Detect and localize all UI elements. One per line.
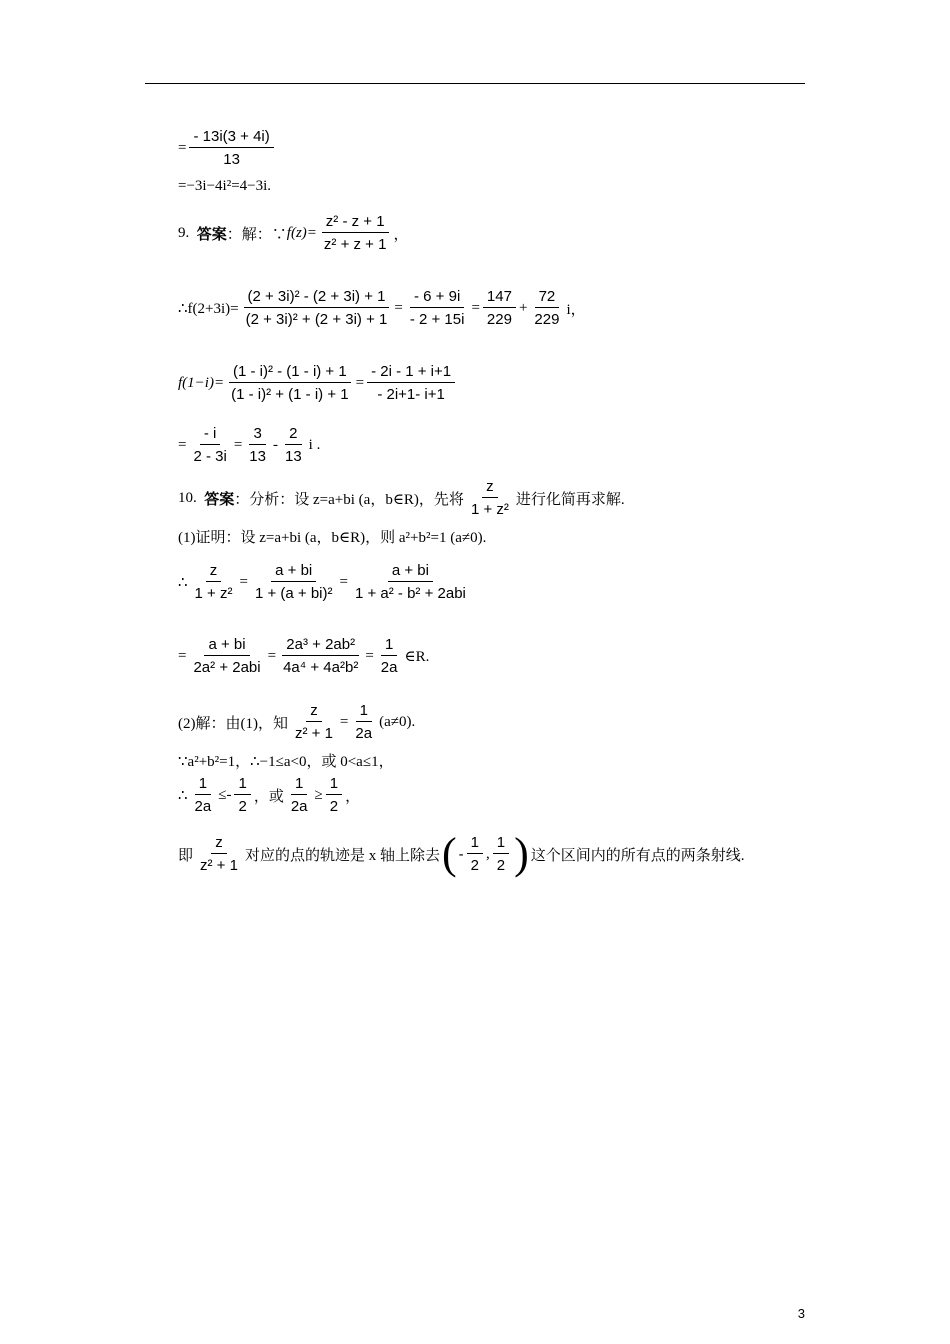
solution-text: ∵a²+b²=1，∴−1≤a<0，或 0<a≤1，: [178, 754, 394, 770]
denominator: 229: [534, 311, 560, 328]
numerator: 2a³ + 2ab²: [282, 636, 359, 656]
numerator: - 13i(3 + 4i): [189, 128, 273, 148]
denominator: z² + z + 1: [323, 236, 387, 253]
fraction-4: [326, 775, 342, 815]
fraction: [320, 213, 391, 253]
item-9-heading: [178, 213, 408, 253]
conclusion-line: [178, 829, 745, 878]
fraction-3: [287, 775, 312, 815]
numerator: z: [206, 562, 222, 582]
lead-text: 即: [178, 847, 194, 864]
therefore-sign: ∴: [178, 574, 188, 591]
lead-text: ∴f(2+3i)=: [178, 300, 239, 317]
fraction-2: [351, 702, 376, 742]
greater-equal-sign: ≥: [314, 786, 323, 803]
equation-line-10: [178, 636, 429, 676]
comma-sep: ,: [485, 845, 490, 862]
denominator: 2: [329, 798, 339, 815]
denominator: (2 + 3i)² + (2 + 3i) + 1: [245, 311, 388, 328]
numerator: 147: [483, 288, 516, 308]
fraction-2: [251, 562, 337, 602]
fraction-2: [245, 425, 270, 465]
denominator: 2 - 3i: [193, 448, 227, 465]
numerator: z: [211, 834, 227, 854]
denominator: 229: [486, 311, 512, 328]
numerator: 1: [381, 636, 397, 656]
denominator: 2a: [290, 798, 308, 815]
equals-sign: =: [178, 647, 187, 664]
header-rule: [145, 83, 805, 84]
denominator: 1 + (a + bi)²: [254, 585, 333, 602]
numerator: 72: [535, 288, 560, 308]
trailing-text: i .: [308, 436, 321, 453]
denominator: 2: [238, 798, 247, 815]
denominator: 2a: [194, 798, 212, 815]
numerator: 2: [285, 425, 301, 445]
lead-text: f(1−i)=: [178, 374, 225, 391]
fraction-3: [377, 636, 402, 676]
fraction-1: [189, 636, 264, 676]
or-text: ，或: [253, 788, 284, 805]
answer-label: 答案: [204, 491, 235, 508]
fraction-1: [242, 288, 392, 328]
denominator: 1 + z²: [470, 501, 509, 518]
denominator: 2a: [380, 659, 398, 676]
minus-sign: -: [458, 845, 464, 863]
fraction-2: [406, 288, 469, 328]
equals-sign: =: [365, 647, 374, 664]
equation-line-1: [178, 128, 277, 168]
numerator: a + bi: [204, 636, 249, 656]
numerator: - 6 + 9i: [410, 288, 464, 308]
fraction-3: [351, 562, 470, 602]
therefore-sign: ∴: [178, 787, 188, 804]
conclusion-tail: 这个区间内的所有点的两条射线.: [530, 847, 745, 864]
fraction: [467, 478, 513, 518]
equals-sign: =: [267, 647, 277, 664]
fraction-2: [279, 636, 362, 676]
equation-text: =−3i−4i²=4−3i.: [178, 178, 272, 194]
numerator: 1: [467, 834, 483, 854]
equation-line-6: [178, 425, 320, 465]
item-number: 10.: [178, 489, 197, 506]
numerator: 1: [356, 702, 372, 722]
numerator: z: [306, 702, 322, 722]
item-number: 9.: [178, 224, 190, 241]
conclusion-text: 对应的点的轨迹是 x 轴上除去: [244, 847, 440, 864]
fraction-3: [281, 425, 306, 465]
trailing-text: i，: [566, 301, 586, 318]
fraction-1: [191, 562, 237, 602]
denominator: z² + 1: [294, 725, 333, 742]
fraction: [189, 128, 273, 168]
numerator: (1 - i)² - (1 - i) + 1: [229, 363, 351, 383]
right-paren: ): [514, 829, 529, 878]
answer-label: 答案: [196, 226, 227, 243]
denominator: 13: [249, 448, 266, 465]
numerator: 3: [249, 425, 265, 445]
denominator: 13: [223, 151, 240, 168]
equals-sign: =: [471, 299, 480, 316]
solution-line-11: [178, 702, 415, 742]
fraction-1: [291, 702, 337, 742]
denominator: 4a⁴ + 4a²b²: [283, 659, 359, 676]
fraction-1: [227, 363, 353, 403]
equals-sign: =: [178, 139, 187, 156]
denominator: z² + 1: [200, 857, 238, 874]
numerator: a + bi: [271, 562, 316, 582]
numerator: 1: [493, 834, 509, 854]
solution-line-12: [178, 750, 394, 771]
fraction-2: [467, 834, 483, 874]
denominator: 1 + z²: [194, 585, 233, 602]
comma: ，: [393, 226, 409, 243]
denominator: 2: [496, 857, 506, 874]
fraction-2: [234, 775, 250, 815]
trailing-text: (a≠0).: [379, 713, 416, 730]
equals-sign: =: [339, 573, 348, 590]
numerator: (2 + 3i)² - (2 + 3i) + 1: [244, 288, 390, 308]
function-name: f(z)=: [286, 224, 317, 241]
equals-sign: =: [394, 299, 403, 316]
equation-line-9: [178, 562, 473, 602]
equals-sign: =: [339, 713, 349, 730]
solution-line-13: [178, 775, 360, 815]
equals-sign: =: [239, 573, 248, 590]
plus-sign: +: [518, 299, 528, 316]
denominator: (1 - i)² + (1 - i) + 1: [231, 386, 349, 403]
denominator: 13: [284, 448, 302, 465]
denominator: - 2i+1- i+1: [377, 386, 445, 403]
fraction-1: [191, 775, 216, 815]
numerator: 1: [326, 775, 342, 795]
equation-line-2: [178, 178, 271, 195]
numerator: 1: [291, 775, 307, 795]
equation-line-5: [178, 363, 458, 403]
equals-sign: =: [355, 374, 365, 391]
trailing-text: ，: [345, 788, 361, 805]
fraction-3: [483, 288, 516, 328]
proof-intro-line: [178, 526, 486, 547]
numerator: z² - z + 1: [322, 213, 389, 233]
denominator: 2a² + 2abi: [193, 659, 261, 676]
numerator: z: [482, 478, 498, 498]
fraction-1: [189, 425, 230, 465]
item-10-heading: [178, 478, 625, 518]
fraction-1: [196, 834, 242, 874]
trailing-text: ∈R.: [404, 648, 430, 665]
minus-sign: -: [272, 436, 278, 453]
analysis-text-2: 进行化简再求解.: [515, 491, 625, 508]
numerator: 1: [234, 775, 250, 795]
equation-line-4: [178, 288, 586, 328]
page-number: 3: [797, 1306, 805, 1321]
numerator: - 2i - 1 + i+1: [367, 363, 455, 383]
fraction-4: [530, 288, 563, 328]
analysis-text: ：分析：设 z=a+bi (a，b∈R)，先将: [234, 491, 464, 508]
fraction-2: [367, 363, 455, 403]
solution-intro: ：解：∵: [226, 226, 287, 243]
denominator: 2a: [355, 725, 373, 742]
less-equal-sign: ≤-: [218, 786, 232, 803]
numerator: - i: [200, 425, 221, 445]
numerator: a + bi: [388, 562, 433, 582]
numerator: 1: [195, 775, 211, 795]
denominator: - 2 + 15i: [409, 311, 465, 328]
fraction-3: [493, 834, 509, 874]
equals-sign: =: [233, 436, 243, 453]
left-paren: (: [441, 829, 457, 878]
proof-text: (1)证明：设 z=a+bi (a，b∈R)，则 a²+b²=1 (a≠0).: [178, 530, 487, 546]
denominator: 1 + a² - b² + 2abi: [354, 585, 466, 602]
equals-sign: =: [178, 436, 187, 453]
lead-text: (2)解：由(1)，知: [178, 715, 288, 732]
denominator: 2: [470, 857, 479, 874]
